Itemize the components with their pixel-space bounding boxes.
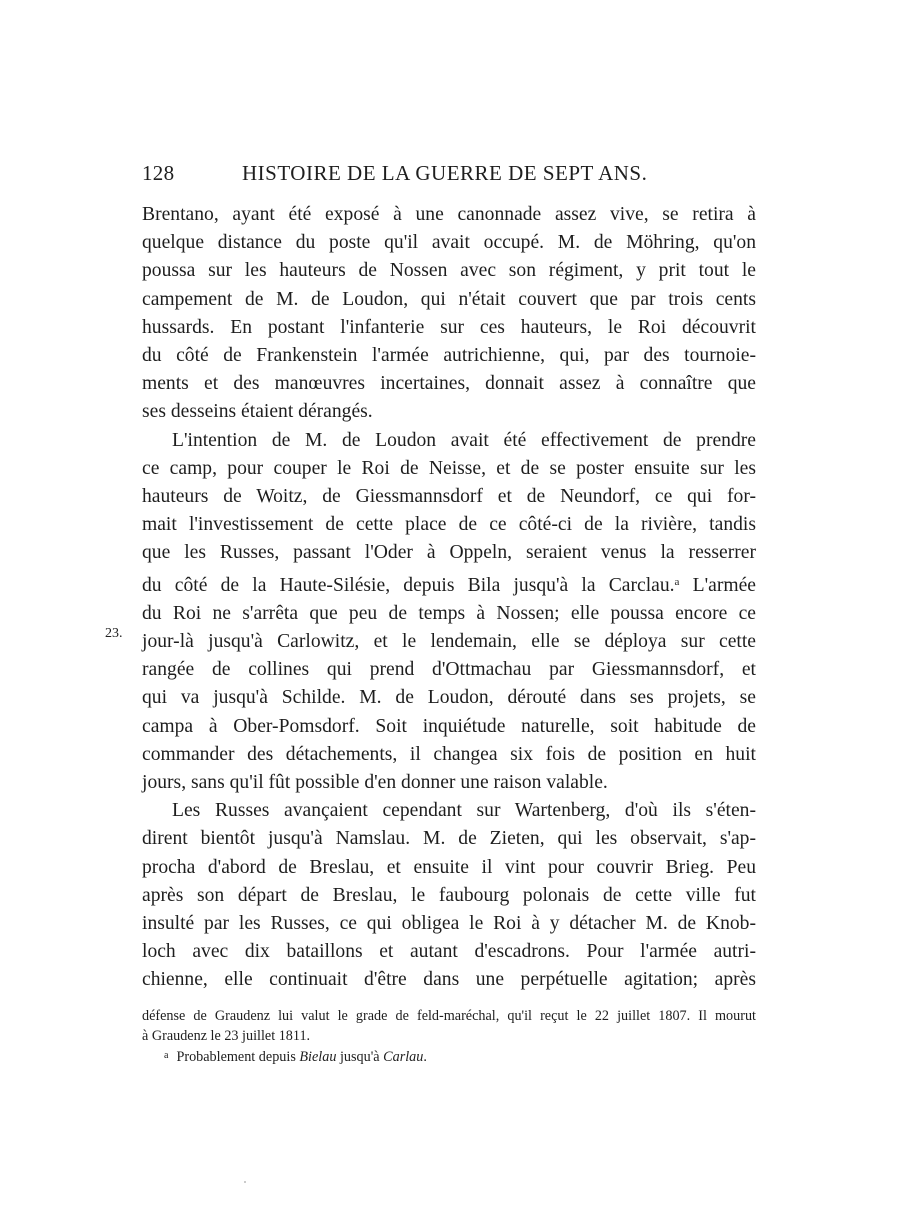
page-speck <box>244 1181 246 1183</box>
footnote-a-place-carlau: Carlau <box>383 1049 424 1065</box>
text-line: dirent bientôt jusqu'à Namslau. M. de Zieten, qui les observait, s'ap- <box>142 828 756 850</box>
text-line: qui va jusqu'à Schilde. M. de Loudon, dérouté dans ses projets, se <box>142 687 756 709</box>
text-line: jour-là jusqu'à Carlowitz, et le lendemain, elle se déploya sur cette <box>142 631 756 653</box>
body-text <box>142 201 756 995</box>
text-line: loch avec dix bataillons et autant d'escadrons. Pour l'armée autri- <box>142 941 756 963</box>
text-line: insulté par les Russes, ce qui obligea le Roi à y détacher M. de Knob- <box>142 913 756 935</box>
text-line: ce camp, pour couper le Roi de Neisse, et de se poster ensuite sur les <box>142 457 756 479</box>
text-line: poussa sur les hauteurs de Nossen avec son régiment, y prit tout le <box>142 260 756 282</box>
margin-date-note: 23. <box>105 626 123 641</box>
footnote-a-text: . <box>423 1049 427 1065</box>
text-line: quelque distance du poste qu'il avait occupé. M. de Möhring, qu'on <box>142 232 756 254</box>
footnotes <box>142 1006 756 1067</box>
running-header <box>142 161 756 193</box>
text-line: du côté de Frankenstein l'armée autrichienne, qui, par des tournoie- <box>142 345 756 367</box>
footnote-a <box>142 1046 756 1067</box>
text-line: mait l'investissement de cette place de ce côté-ci de la rivière, tandis <box>142 514 756 536</box>
text-segment: du côté de la Haute-Silésie, depuis Bila jusqu'à la Carclau. <box>142 574 675 596</box>
paragraph-3 <box>142 797 756 994</box>
text-line-with-footnote <box>142 568 756 600</box>
paragraph-1 <box>142 201 756 427</box>
text-segment: L'armée <box>679 574 756 596</box>
text-line: jours, sans qu'il fût possible d'en donner une raison valable. <box>142 772 608 794</box>
text-line: procha d'abord de Breslau, et ensuite il vint pour couvrir Brieg. Peu <box>142 856 756 878</box>
footnote-carryover-line: à Graudenz le 23 juillet 1811. <box>142 1028 311 1044</box>
footnote-a-marker: a <box>164 1050 169 1061</box>
footnote-a-text: Probablement depuis <box>176 1049 300 1065</box>
text-line: rangée de collines qui prend d'Ottmachau par Giessmannsdorf, et <box>142 659 756 681</box>
paragraph-2 <box>142 427 756 798</box>
text-line: que les Russes, passant l'Oder à Oppeln, seraient venus la resserrer <box>142 542 756 564</box>
text-line: hussards. En postant l'infanterie sur ces hauteurs, le Roi découvrit <box>142 316 756 338</box>
text-line: du Roi ne s'arrêta que peu de temps à Nossen; elle poussa encore ce <box>142 602 756 624</box>
text-line: ses desseins étaient dérangés. <box>142 401 373 423</box>
text-line: Les Russes avançaient cependant sur Wartenberg, d'où ils s'éten- <box>172 800 756 822</box>
footnote-carryover-line: défense de Graudenz lui valut le grade de feld-maréchal, qu'il reçut le 22 juillet 1807. Il mourut <box>142 1008 756 1024</box>
text-line: campement de M. de Loudon, qui n'était couvert que par trois cents <box>142 288 756 310</box>
text-line: L'intention de M. de Loudon avait été effectivement de prendre <box>172 429 756 451</box>
running-title: HISTOIRE DE LA GUERRE DE SEPT ANS. <box>242 161 648 185</box>
text-line: commander des détachements, il changea six fois de position en huit <box>142 743 756 765</box>
text-line: chienne, elle continuait d'être dans une perpétuelle agitation; après <box>142 969 756 991</box>
footnote-a-place-bielau: Bielau <box>299 1049 337 1065</box>
text-line: Brentano, ayant été exposé à une canonnade assez vive, se retira à <box>142 204 756 225</box>
text-line: après son départ de Breslau, le faubourg polonais de cette ville fut <box>142 884 756 906</box>
footnote-marker-a: a <box>674 575 680 588</box>
text-line: hauteurs de Woitz, de Giessmannsdorf et de Neundorf, ce qui for- <box>142 486 756 508</box>
page-number: 128 <box>142 161 175 185</box>
footnote-a-text: jusqu'à <box>336 1049 384 1065</box>
text-line: ments et des manœuvres incertaines, donnait assez à connaître que <box>142 373 756 395</box>
text-line: campa à Ober-Pomsdorf. Soit inquiétude naturelle, soit habitude de <box>142 715 756 737</box>
